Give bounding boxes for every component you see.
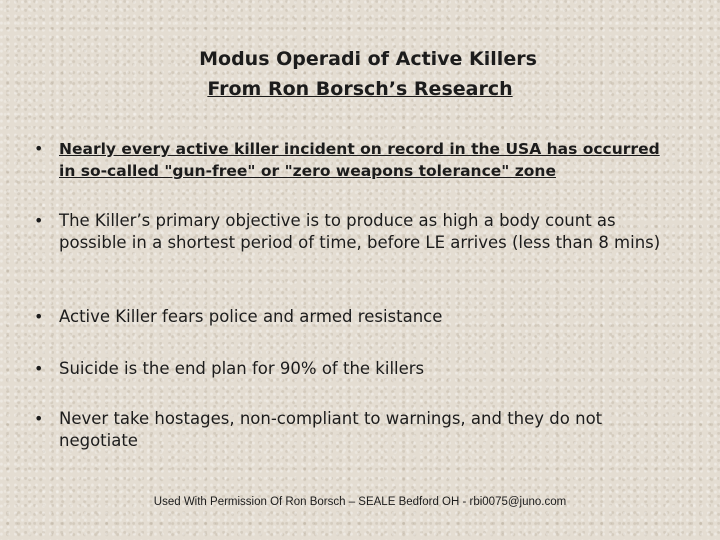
bullet-text: Nearly every active killer incident on record in the USA has occurred in so-called "gun-free" or "zero weapons tolerance" zone — [59, 140, 660, 180]
bullet-item — [34, 358, 674, 380]
bullet-item — [34, 138, 674, 182]
bullet-dot-icon: • — [34, 359, 44, 378]
bullet-item — [34, 408, 674, 452]
slide-title: Modus Operadi of Active Killers — [199, 48, 537, 70]
bullet-text: Never take hostages, non-compliant to warnings, and they do not negotiate — [59, 409, 603, 450]
bullet-text: The Killer’s primary objective is to produce as high a body count as possible in a shortest period of time, before LE arrives (less than 8 mins) — [59, 211, 661, 252]
bullet-item — [34, 210, 674, 254]
bullet-text: Active Killer fears police and armed resistance — [59, 307, 443, 326]
bullet-item — [34, 306, 674, 328]
footer-credit: Used With Permission Of Ron Borsch – SEALE Bedford OH - rbi0075@juno.com — [153, 496, 567, 508]
slide-subtitle: From Ron Borsch’s Research — [207, 78, 513, 100]
bullet-dot-icon: • — [34, 409, 44, 428]
bullet-dot-icon: • — [34, 307, 44, 326]
bullet-dot-icon: • — [34, 211, 44, 230]
bullet-text: Suicide is the end plan for 90% of the killers — [59, 359, 425, 378]
bullet-dot-icon: • — [34, 139, 44, 158]
